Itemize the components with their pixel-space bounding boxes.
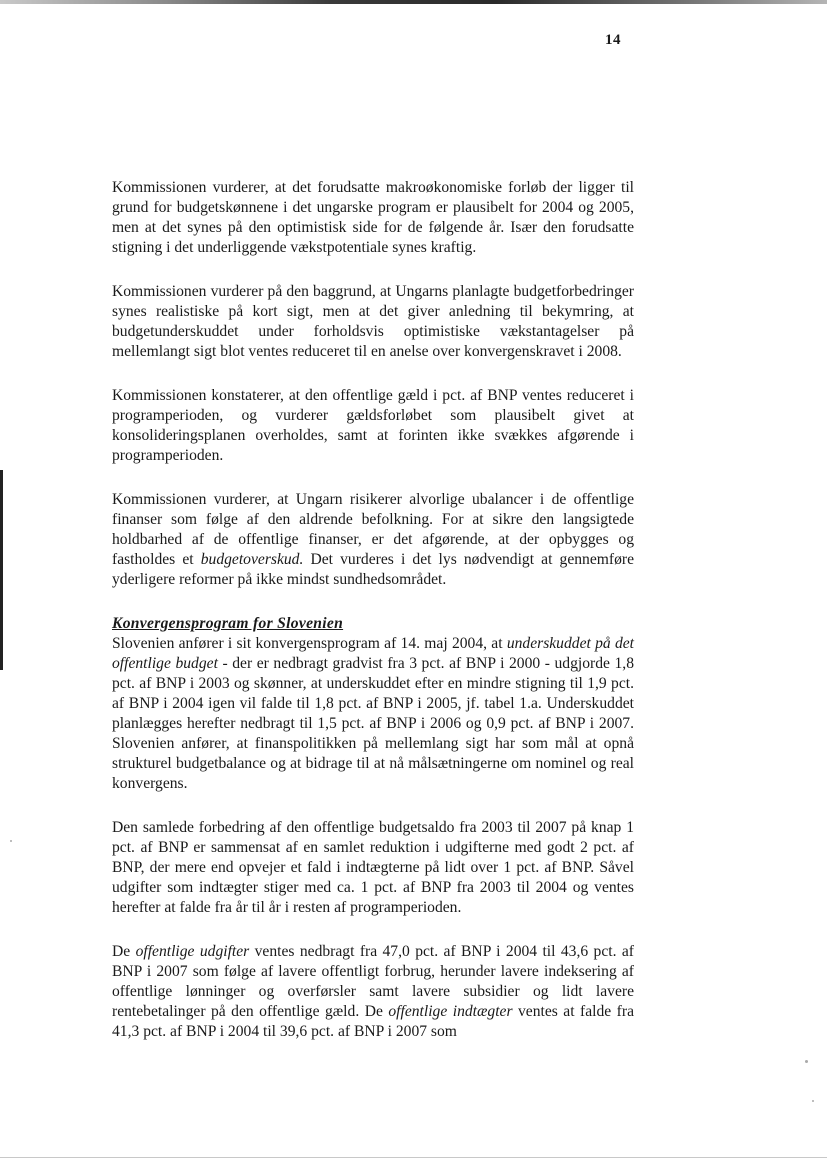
scan-bottom-edge [0, 1157, 827, 1158]
italic-term: offentlige indtægter [388, 1003, 513, 1020]
italic-term: underskuddet på det offentlige budget [112, 635, 634, 672]
paragraph [112, 634, 634, 794]
text-run: Det vurderes i det lys nødvendigt at gennemføre yderligere reformer på ikke mindst sundhedsområdet. [112, 551, 635, 588]
text-run: Kommissionen vurderer, at Ungarn risikerer alvorlige ubalancer i de offentlige finanser som følge af den aldrende befolkning. For at sikre den langsigtede holdbarhed af de offentlige finanser, er det afgørende, at der opbygges og fastholdes et [112, 491, 634, 568]
text-run: - der er nedbragt gradvist fra 3 pct. af BNP i 2000 - udgjorde 1,8 pct. af BNP i 2003 og skønner, at underskuddet efter en mindre stigning til 1,9 pct. af BNP i 2004 igen vil falde til 1,8 pct. af BNP i 2005, jf. tabel 1.a. Underskuddet planlægges herefter nedbragt til 1,5 pct. af BNP i 2006 og 0,9 pct. af BNP i 2007. Slovenien anfører, at finanspolitikken på mellemlang sigt har som mål at opnå strukturel budgetbalance og at bidrage til at nå målsætningerne om nominel og real konvergens. [112, 655, 634, 792]
paragraph [112, 490, 634, 590]
page-number: 14 [605, 32, 621, 48]
scan-noise [812, 1100, 814, 1102]
section-heading: Konvergensprogram for Slovenien [112, 615, 344, 632]
text-run: ventes nedbragt fra 47,0 pct. af BNP i 2004 til 43,6 pct. af BNP i 2007 som følge af lavere offentligt forbrug, herunder lavere indeksering af offentlige lønninger og overførsler samt lavere subsidier og lidt lavere rentebetalinger på den offentlige gæld. De [112, 943, 634, 1020]
text-run: Slovenien anfører i sit konvergensprogram af 14. maj 2004, at [112, 635, 507, 652]
paragraph [112, 942, 634, 1042]
scan-noise [10, 840, 12, 842]
scan-top-edge [0, 0, 827, 4]
scan-left-mark [0, 470, 3, 670]
section-slovenien [112, 614, 634, 1042]
paragraph: Kommissionen vurderer, at det forudsatte makroøkonomiske forløb der ligger til grund for budgetskønnene i det ungarske program er plausibelt for 2004 og 2005, men at det synes på den optimistisk side for de følgende år. Især den forudsatte stigning i det underliggende vækstpotentiale synes kraftig. [112, 179, 634, 256]
text-run: De [112, 943, 136, 960]
italic-term: offentlige udgifter [135, 943, 250, 960]
paragraph: Kommissionen vurderer på den baggrund, at Ungarns planlagte budgetforbedringer synes realistiske på kort sigt, men at det giver anledning til bekymring, at budgetunderskuddet under forholdsvis optimistiske vækstantagelser på mellemlangt sigt blot ventes reduceret til en anelse over konvergenskravet i 2008. [112, 283, 634, 360]
document-body [112, 178, 634, 1066]
text-run: ventes at falde fra 41,3 pct. af BNP i 2004 til 39,6 pct. af BNP i 2007 som [112, 1003, 634, 1040]
italic-term: budgetoverskud. [200, 551, 304, 568]
paragraph: Kommissionen konstaterer, at den offentlige gæld i pct. af BNP ventes reduceret i programperioden, og vurderer gældsforløbet som plausibelt givet at konsolideringsplanen overholdes, samt at forinten ikke svækkes afgørende i programperioden. [112, 387, 634, 464]
scan-noise [805, 1060, 808, 1063]
paragraph: Den samlede forbedring af den offentlige budgetsaldo fra 2003 til 2007 på knap 1 pct. af BNP er sammensat af en samlet reduktion i udgifterne med godt 2 pct. af BNP, der mere end opvejer et fald i indtægterne på lidt over 1 pct. af BNP. Såvel udgifter som indtægter stiger med ca. 1 pct. af BNP fra 2003 til 2004 og ventes herefter at falde fra år til år i resten af programperioden. [112, 819, 634, 916]
